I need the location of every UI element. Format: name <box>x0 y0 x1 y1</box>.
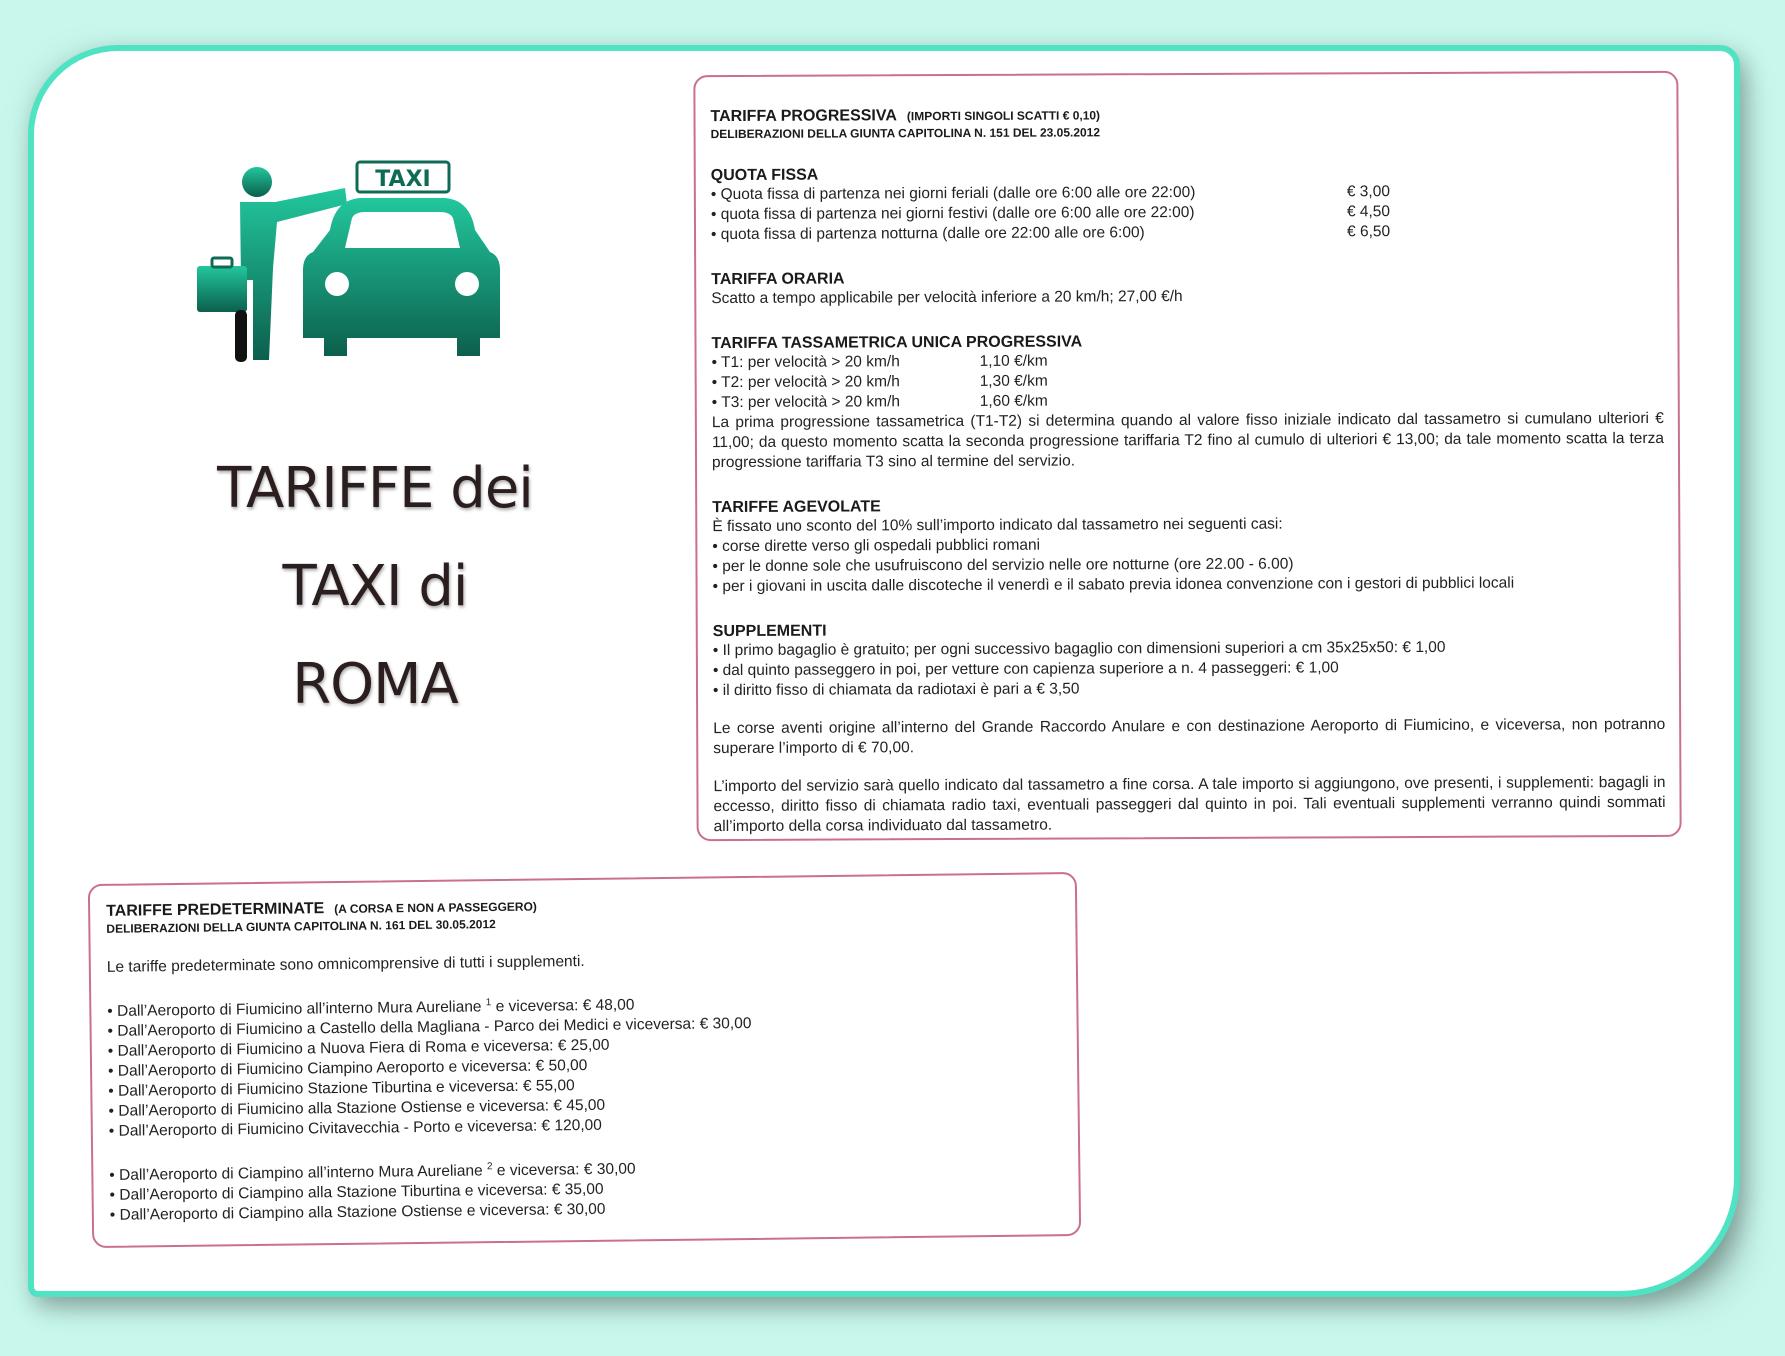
item-text: e viceversa: € 30,00 <box>496 1160 636 1180</box>
item-label: • Quota fissa di partenza nei giorni feriali (dalle ore 6:00 alle ore 22:00) <box>710 183 1196 204</box>
tassametrica-title: TARIFFA TASSAMETRICA UNICA PROGRESSIVA <box>711 333 1083 353</box>
item-value: € 3,00 <box>1346 183 1390 201</box>
list-item: • Dall’Aeroporto di Fiumicino alla Stazione Ostiense e viceversa: € 45,00 <box>108 1096 606 1120</box>
list-item: • dal quinto passeggero in poi, per vetture con capienza superiore a n. 4 passeggeri: € 1,00 <box>712 659 1339 680</box>
item-value: 1,60 €/km <box>979 392 1048 410</box>
list-item <box>711 221 1663 245</box>
list-item: • Dall’Aeroporto di Fiumicino a Castello della Magliana - Parco dei Medici e viceversa: € 30,00 <box>107 1015 752 1040</box>
predetermined-tariff-box <box>88 872 1081 1248</box>
taxi-hail-icon <box>195 160 505 365</box>
item-text: • Dall’Aeroporto di Ciampino all’interno Mura Aureliane <box>109 1162 483 1185</box>
item-label: • quota fissa di partenza notturna (dalle ore 22:00 alle ore 6:00) <box>710 224 1145 244</box>
progressive-title-note: (IMPORTI SINGOLI SCATTI € 0,10) <box>906 108 1101 124</box>
list-item: • per i giovani in uscita dalle discoteche il venerdì e il sabato previa idonea convenzione con i gestori di pubblici locali <box>712 574 1515 596</box>
title-line: TARIFFE dei <box>217 456 533 521</box>
person-leg <box>235 310 247 362</box>
item-value: € 4,50 <box>1346 203 1391 221</box>
agevolate-intro: È fissato uno sconto del 10% sull’importo indicato dal tassametro nei seguenti casi: <box>712 515 1283 536</box>
tassametrica-text: La prima progressione tassametrica (T1-T2) si determina quando al valore fisso iniziale indicato dal tassametro si cumulano ulteriori € 11,00; da questo momento scatta la seconda progressione tariffaria T2 fino al cumulo di ulteriori € 13,00; da tale momento scatta la terza progressione tariffaria T3 sino al termine del servizio. <box>711 409 1664 472</box>
note-gra: Le corse aventi origine all’interno del Grande Raccordo Anulare e con destinazione Aeroporto di Fiumicino, e viceversa, non potranno superare l’importo di € 70,00. <box>713 715 1666 758</box>
tariffa-oraria-title: TARIFFA ORARIA <box>711 270 845 289</box>
briefcase <box>197 266 247 312</box>
progressive-title: TARIFFA PROGRESSIVA <box>710 107 897 126</box>
quota-fissa-title: QUOTA FISSA <box>710 166 819 185</box>
note-importo: L’importo del servizio sarà quello indicato dal tassametro a fine corsa. A tale importo si aggiungono, ove presenti, i supplementi: bagagli in eccesso, diritto fisso di chiamata radio taxi, eventuali passeggeri dal quinto in poi. Tali eventuali supplementi verranno quindi sommati all’importo della corsa individuato dal tassametro. <box>713 773 1666 836</box>
item-text: • Dall’Aeroporto di Fiumicino all’interno Mura Aureliane <box>107 998 482 1020</box>
list-item: • Dall’Aeroporto di Fiumicino a Nuova Fiera di Roma e viceversa: € 25,00 <box>107 1036 610 1060</box>
item-label: • quota fissa di partenza nei giorni festivi (dalle ore 6:00 alle ore 22:00) <box>710 203 1195 224</box>
deliberation: DELIBERAZIONI DELLA GIUNTA CAPITOLINA N. 151 DEL 23.05.2012 <box>710 125 1101 142</box>
item-text: e viceversa: € 48,00 <box>495 996 635 1016</box>
page-title <box>150 440 600 734</box>
list-item: • Dall’Aeroporto di Ciampino alla Stazione Ostiense e viceversa: € 30,00 <box>109 1201 606 1225</box>
list-item: • il diritto fisso di chiamata da radiotaxi è pari a € 3,50 <box>712 680 1080 700</box>
predeterminate-title-note: (A CORSA E NON A PASSEGGERO) <box>334 899 537 917</box>
list-item: • Dall’Aeroporto di Fiumicino Civitavecchia - Porto e viceversa: € 120,00 <box>108 1116 602 1140</box>
supplementi-title: SUPPLEMENTI <box>712 622 827 641</box>
list-item: • Dall’Aeroporto di Ciampino alla Stazione Tiburtina e viceversa: € 35,00 <box>109 1181 604 1205</box>
list-item: • Dall’Aeroporto di Fiumicino Stazione Tiburtina e viceversa: € 55,00 <box>108 1077 575 1100</box>
footnote-marker: 2 <box>486 1161 493 1173</box>
predeterminate-intro: Le tariffe predeterminate sono omnicomprensive di tutti i supplementi. <box>106 952 585 976</box>
taxi-sign-text: TAXI <box>375 167 431 192</box>
list-item: • Il primo bagaglio è gratuito; per ogni successivo bagaglio con dimensioni superiori a cm 35x25x50: € 1,00 <box>712 638 1446 660</box>
title-line: TAXI di <box>282 554 468 619</box>
deliberation: DELIBERAZIONI DELLA GIUNTA CAPITOLINA N. 161 DEL 30.05.2012 <box>106 917 496 936</box>
item-value: 1,30 €/km <box>979 372 1048 390</box>
agevolate-title: TARIFFE AGEVOLATE <box>712 498 881 517</box>
item-label: • T3: per velocità > 20 km/h <box>711 393 901 412</box>
title-line: ROMA <box>292 652 458 717</box>
item-value: 1,10 €/km <box>979 352 1048 370</box>
item-label: • T1: per velocità > 20 km/h <box>711 353 900 372</box>
footnote-marker: 1 <box>485 997 492 1009</box>
item-label: • T2: per velocità > 20 km/h <box>711 373 900 392</box>
list-item: • Dall’Aeroporto di Fiumicino Ciampino Aeroporto e viceversa: € 50,00 <box>108 1057 588 1080</box>
progressive-tariff-box <box>693 71 1681 841</box>
list-item: • corse dirette verso gli ospedali pubblici romani <box>712 536 1041 556</box>
list-item: • per le donne sole che usufruiscono del servizio nelle ore notturne (ore 22.00 - 6.00) <box>712 555 1294 576</box>
tariffa-oraria-text: Scatto a tempo applicabile per velocità inferiore a 20 km/h; 27,00 €/h <box>711 288 1183 308</box>
item-value: € 6,50 <box>1346 223 1391 241</box>
predeterminate-title: TARIFFE PREDETERMINATE <box>106 900 325 920</box>
person-head <box>242 167 272 197</box>
